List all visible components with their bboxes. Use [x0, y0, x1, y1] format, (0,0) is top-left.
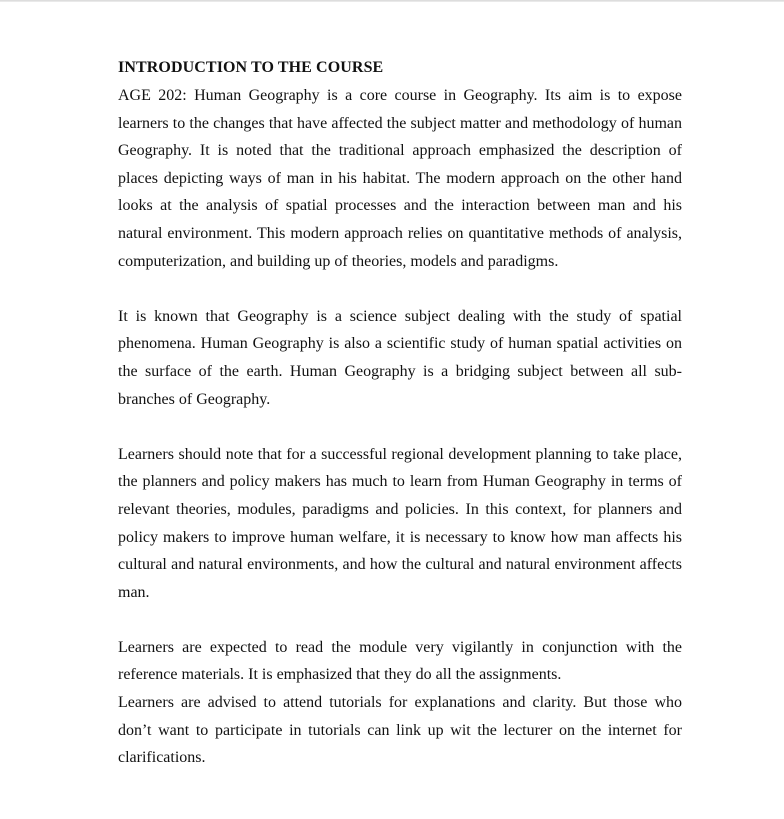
paragraph-course-overview: AGE 202: Human Geography is a core course in Geography. Its aim is to expose learners to the changes that have affected the subject matter and methodology of human Geography. It is noted that the traditional approach emphasized the description of places depicting ways of man in his habitat. The modern approach on the other hand looks at the analysis of spatial processes and the interaction between man and his natural environment. This modern approach relies on quantitative methods of analysis, computerization, and building up of theories, models and paradigms.: [118, 87, 682, 270]
paragraph-reading-expectations: Learners are expected to read the module very vigilantly in conjunction with the reference materials. It is emphasized that they do all the assignments.: [118, 638, 682, 684]
paragraph-geography-science: It is known that Geography is a science subject dealing with the study of spatial phenomena. Human Geography is also a scientific study of human spatial activities on the surface of the earth. Human Geography is a bridging subject between all sub-branches of Geography.: [118, 307, 682, 408]
paragraph-spacer: [118, 275, 682, 303]
page-top-border: [0, 0, 784, 2]
document-page: [118, 56, 682, 772]
paragraph-spacer: [118, 413, 682, 441]
paragraph-spacer: [118, 606, 682, 634]
paragraph-tutorials-advice: Learners are advised to attend tutorials for explanations and clarity. But those who don’t want to participate in tutorials can link up wit the lecturer on the internet for clarifications.: [118, 694, 682, 767]
paragraph-regional-planning: Learners should note that for a successful regional development planning to take place, the planners and policy makers has much to learn from Human Geography in terms of relevant theories, modules, paradigms and policies. In this context, for planners and policy makers to improve human welfare, it is necessary to know how man affects his cultural and natural environments, and how the cultural and natural environment affects man.: [118, 445, 682, 601]
course-introduction-heading: INTRODUCTION TO THE COURSE: [118, 59, 384, 76]
